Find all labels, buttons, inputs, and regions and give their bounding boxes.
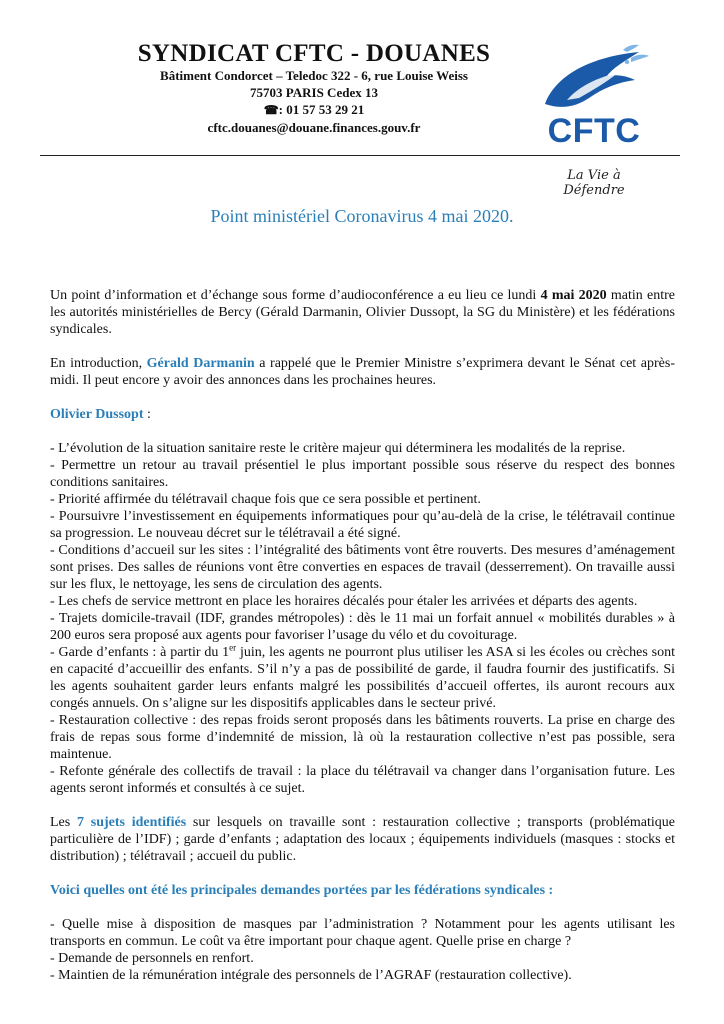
list-item: - Les chefs de service mettront en place les horaires décalés pour étaler les arrivées et départs des agents.: [50, 594, 638, 609]
sujets-paragraph: Les 7 sujets identifiés sur lesquels on travaille sont : restauration collective ; transports (problématique particulière de l’IDF) ; garde d’enfants ; adaptation des locaux ; équipements individuels (masques : stocks et distribution) ; télétravail ; accueil du public.: [50, 815, 675, 864]
logo-motto: La Vie à Défendre: [563, 168, 625, 198]
letterhead-divider: [40, 155, 680, 156]
demandes-heading: Voici quelles ont été les principales demandes portées par les fédérations syndicales :: [50, 883, 554, 898]
intro-paragraph: Un point d’information et d’échange sous forme d’audioconférence a eu lieu ce lundi 4 mai 2020 matin entre les autorités ministérielles de Bercy (Gérald Darmanin, Olivier Dussopt, la SG du Ministère) et les fédérations syndicales.: [50, 288, 675, 337]
phone-line: [94, 101, 534, 119]
telephone-icon: ☎: [263, 103, 279, 117]
intro-darmanin-paragraph: En introduction, Gérald Darmanin a rappelé que le Premier Ministre s’exprimera devant le Sénat cet après-midi. Il peut encore y avoir des annonces dans les prochaines heures.: [50, 356, 675, 388]
name-darmanin: Gérald Darmanin: [146, 356, 255, 371]
sujets-highlight: 7 sujets identifiés: [76, 815, 187, 830]
letterhead: [94, 40, 534, 136]
list-item: - Refonte générale des collectifs de travail : la place du télétravail va changer dans l’organisation future. Les agents seront informés et consultés à ce sujet.: [50, 764, 675, 796]
list-item: - Restauration collective : des repas froids seront proposés dans les bâtiments rouverts. La prise en charge des frais de repas sous forme d’indemnité de mission, là où la restauration collective n’est pas possible, sera maintenue.: [50, 713, 675, 762]
list-item: - L’évolution de la situation sanitaire reste le critère majeur qui déterminera les modalités de la reprise.: [50, 441, 626, 456]
dove-icon: [527, 42, 657, 122]
list-item: - Poursuivre l’investissement en équipements informatiques pour qu’au-delà de la crise, le télétravail continue sa progression. Le nouveau décret sur le télétravail a été signé.: [50, 509, 675, 541]
list-item: - Trajets domicile-travail (IDF, grandes métropoles) : dès le 11 mai un forfait annuel « mobilités durables » à 200 euros sera proposé aux agents pour favoriser l’usage du vélo et du covoiturage.: [50, 611, 675, 643]
email-address[interactable]: cftc.douanes@douane.finances.gouv.fr: [207, 120, 421, 135]
cftc-logo: [527, 42, 657, 198]
list-item: - Quelle mise à disposition de masques par l’administration ? Notamment pour les agents utilisant les transports en commun. Le coût va être important pour chaque agent. Quelle prise en charge ?: [50, 917, 675, 949]
list-item-garde-enfants: - Garde d’enfants : à partir du 1er juin, les agents ne pourront plus utiliser les ASA si les écoles ou crèches sont en capacité d’accueillir des enfants. S’il n’y a pas de possibilité de garde, il faudra fournir des justificatifs. Si les agents souhaitent garder leurs enfants malgré les possibilités d’accueil offertes, ils auront recours aux congés annuels. On s’aligne sur les dispositifs applicables dans le secteur privé.: [50, 642, 676, 711]
list-item: - Conditions d’accueil sur les sites : l’intégralité des bâtiments vont être rouverts. Des mesures d’aménagement sont prises. Des salles de réunions vont être converties en espaces de travail (desserrement). On travaille aussi sur les flux, le nettoyage, les sens de circulation des agents.: [50, 543, 675, 592]
list-item: - Priorité affirmée du télétravail chaque fois que ce sera possible et pertinent.: [50, 492, 481, 507]
document-title: Point ministériel Coronavirus 4 mai 2020.: [210, 206, 514, 226]
organization-name: SYNDICAT CFTC - DOUANES: [137, 40, 491, 67]
list-item: - Maintien de la rémunération intégrale des personnels de l’AGRAF (restauration collective).: [50, 968, 572, 983]
logo-letters: CFTC: [547, 112, 641, 150]
dussopt-heading: Olivier Dussopt :: [50, 407, 151, 422]
list-item: - Permettre un retour au travail présentiel le plus important possible sous réserve du respect des bonnes conditions sanitaires.: [50, 458, 675, 490]
list-item: - Demande de personnels en renfort.: [50, 951, 254, 966]
document-body: [50, 287, 675, 984]
phone-number: : 01 57 53 29 21: [278, 102, 365, 117]
address-line-1: Bâtiment Condorcet – Teledoc 322 - 6, rue Louise Weiss: [160, 68, 468, 83]
address-line-2: 75703 PARIS Cedex 13: [250, 85, 378, 100]
